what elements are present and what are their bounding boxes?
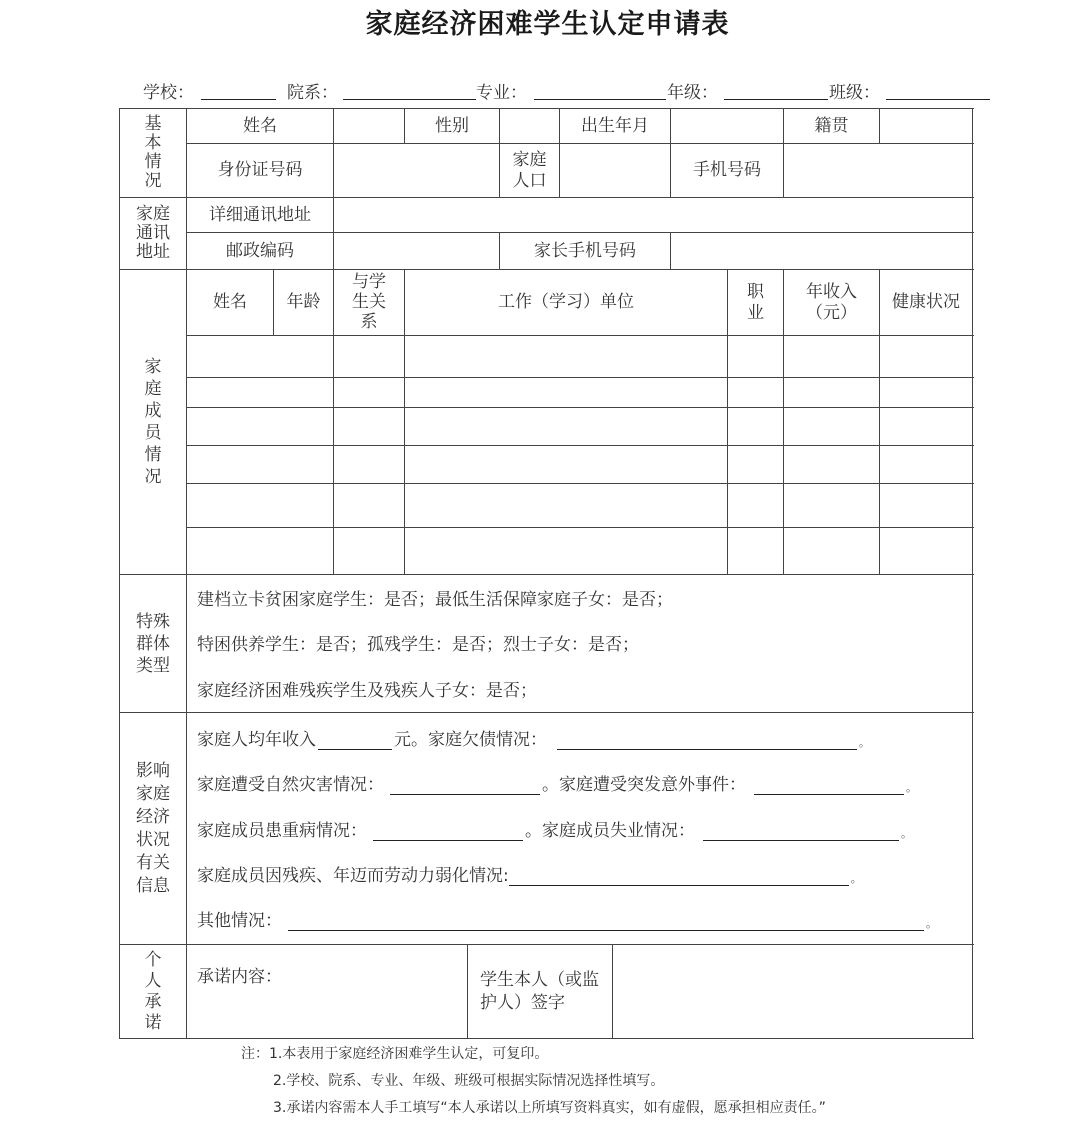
birth-label: 出生年月 [581,115,649,136]
address-section-label: 家庭通讯地址 [136,204,170,262]
birth-input[interactable] [671,109,783,143]
illness-input[interactable] [373,839,523,841]
income-input[interactable] [318,748,392,750]
address-detail-label: 详细通讯地址 [209,204,311,225]
period: 。 [859,736,870,749]
gender-label: 性别 [435,115,469,136]
period: 。 [850,872,862,885]
school-label: 学校： [143,83,194,103]
debt-label: 家庭欠债情况： [428,730,547,750]
period: 。 [542,775,559,795]
pledge-content-input[interactable] [187,990,467,1037]
parent-mobile-input[interactable] [671,233,972,269]
mobile-label: 手机号码 [693,160,761,180]
period: 。 [926,917,937,930]
family-col-workplace: 工作（学习）单位 [498,292,634,312]
postcode-label: 邮政编码 [226,240,294,261]
id-number-label: 身份证号码 [217,160,303,180]
mobile-input[interactable] [784,144,972,197]
name-input[interactable] [334,109,404,143]
period: 。 [906,781,917,794]
family-row[interactable] [187,528,972,574]
native-place-label: 籍贯 [814,115,849,136]
economic-line-1 [197,725,870,750]
income-unit: 元。 [394,730,428,750]
class-label: 班级： [829,83,880,103]
grade-label: 年级： [667,83,718,103]
economic-line-3 [197,816,912,841]
family-col-relation: 与学生关系 [352,271,386,332]
basic-section-label: 基本情况 [144,113,162,191]
income-label: 家庭人均年收入 [197,730,316,750]
household-size-input[interactable] [560,144,670,197]
unemployment-label: 家庭成员失业情况： [542,821,695,841]
illness-label: 家庭成员患重病情况： [197,821,367,841]
name-label: 姓名 [243,115,277,136]
other-input[interactable] [288,929,924,931]
special-section-label: 特殊群体类型 [136,611,170,676]
grid-line [119,712,974,713]
unemployment-input[interactable] [703,839,899,841]
disaster-label: 家庭遭受自然灾害情况： [197,775,384,795]
family-row[interactable] [187,408,972,445]
disability-label: 家庭成员因残疾、年迈而劳动力弱化情况: [197,866,509,886]
department-input[interactable] [343,99,476,100]
debt-input[interactable] [557,748,857,750]
grid-line [119,574,974,575]
family-col-income: 年收入（元） [806,281,857,323]
accident-label: 家庭遭受突发意外事件： [559,775,746,795]
gender-input[interactable] [500,109,559,143]
economic-section-label: 影响家庭经济状况有关信息 [136,760,170,896]
family-col-health: 健康状况 [892,292,960,312]
family-row[interactable] [187,484,972,527]
address-detail-input[interactable] [334,198,972,232]
family-col-name: 姓名 [213,292,247,312]
table-border-right [972,108,973,1038]
other-label: 其他情况： [197,911,282,931]
postcode-input[interactable] [334,233,499,269]
special-line-3[interactable]: 家庭经济困难残疾学生及残疾人子女：是否； [197,681,537,701]
form-title: 家庭经济困难学生认定申请表 [365,9,730,40]
family-col-occupation: 职业 [747,281,764,323]
grade-input[interactable] [724,99,828,100]
signature-label: 学生本人（或监护人）签字 [480,969,599,1013]
accident-input[interactable] [754,793,904,795]
department-label: 院系： [287,83,338,103]
class-input[interactable] [886,99,990,100]
native-place-input[interactable] [880,109,972,143]
parent-mobile-label: 家长手机号码 [534,240,636,261]
pledge-content-label: 承诺内容： [197,967,282,987]
family-section-label: 家庭成员情况 [144,357,162,487]
disability-input[interactable] [509,884,849,886]
economic-line-5 [197,906,937,931]
special-line-2[interactable]: 特困供养学生：是否；孤残学生：是否；烈士子女：是否； [197,635,639,655]
family-row[interactable] [187,336,972,377]
table-border-bottom [119,1038,974,1039]
major-input[interactable] [534,99,666,100]
family-col-age: 年龄 [286,292,321,312]
note-3: 3.承诺内容需本人手工填写“本人承诺以上所填写资料真实，如有虚假，愿承担相应责任。” [273,1100,826,1116]
disaster-input[interactable] [390,793,540,795]
id-number-input[interactable] [334,144,499,197]
pledge-section-label: 个人承诺 [144,949,162,1033]
signature-input[interactable] [613,945,972,1038]
period: 。 [901,827,912,840]
household-size-label: 家庭人口 [512,149,547,191]
period: 。 [525,821,542,841]
special-line-1[interactable]: 建档立卡贫困家庭学生：是否；最低生活保障家庭子女：是否； [197,590,673,610]
family-row[interactable] [187,378,972,407]
economic-line-4 [197,861,862,886]
school-input[interactable] [201,99,276,100]
note-1: 注：1.本表用于家庭经济困难学生认定，可复印。 [241,1046,549,1062]
note-2: 2.学校、院系、专业、年级、班级可根据实际情况选择性填写。 [273,1073,665,1089]
major-label: 专业： [476,83,527,103]
economic-line-2 [197,770,917,795]
family-row[interactable] [187,446,972,483]
